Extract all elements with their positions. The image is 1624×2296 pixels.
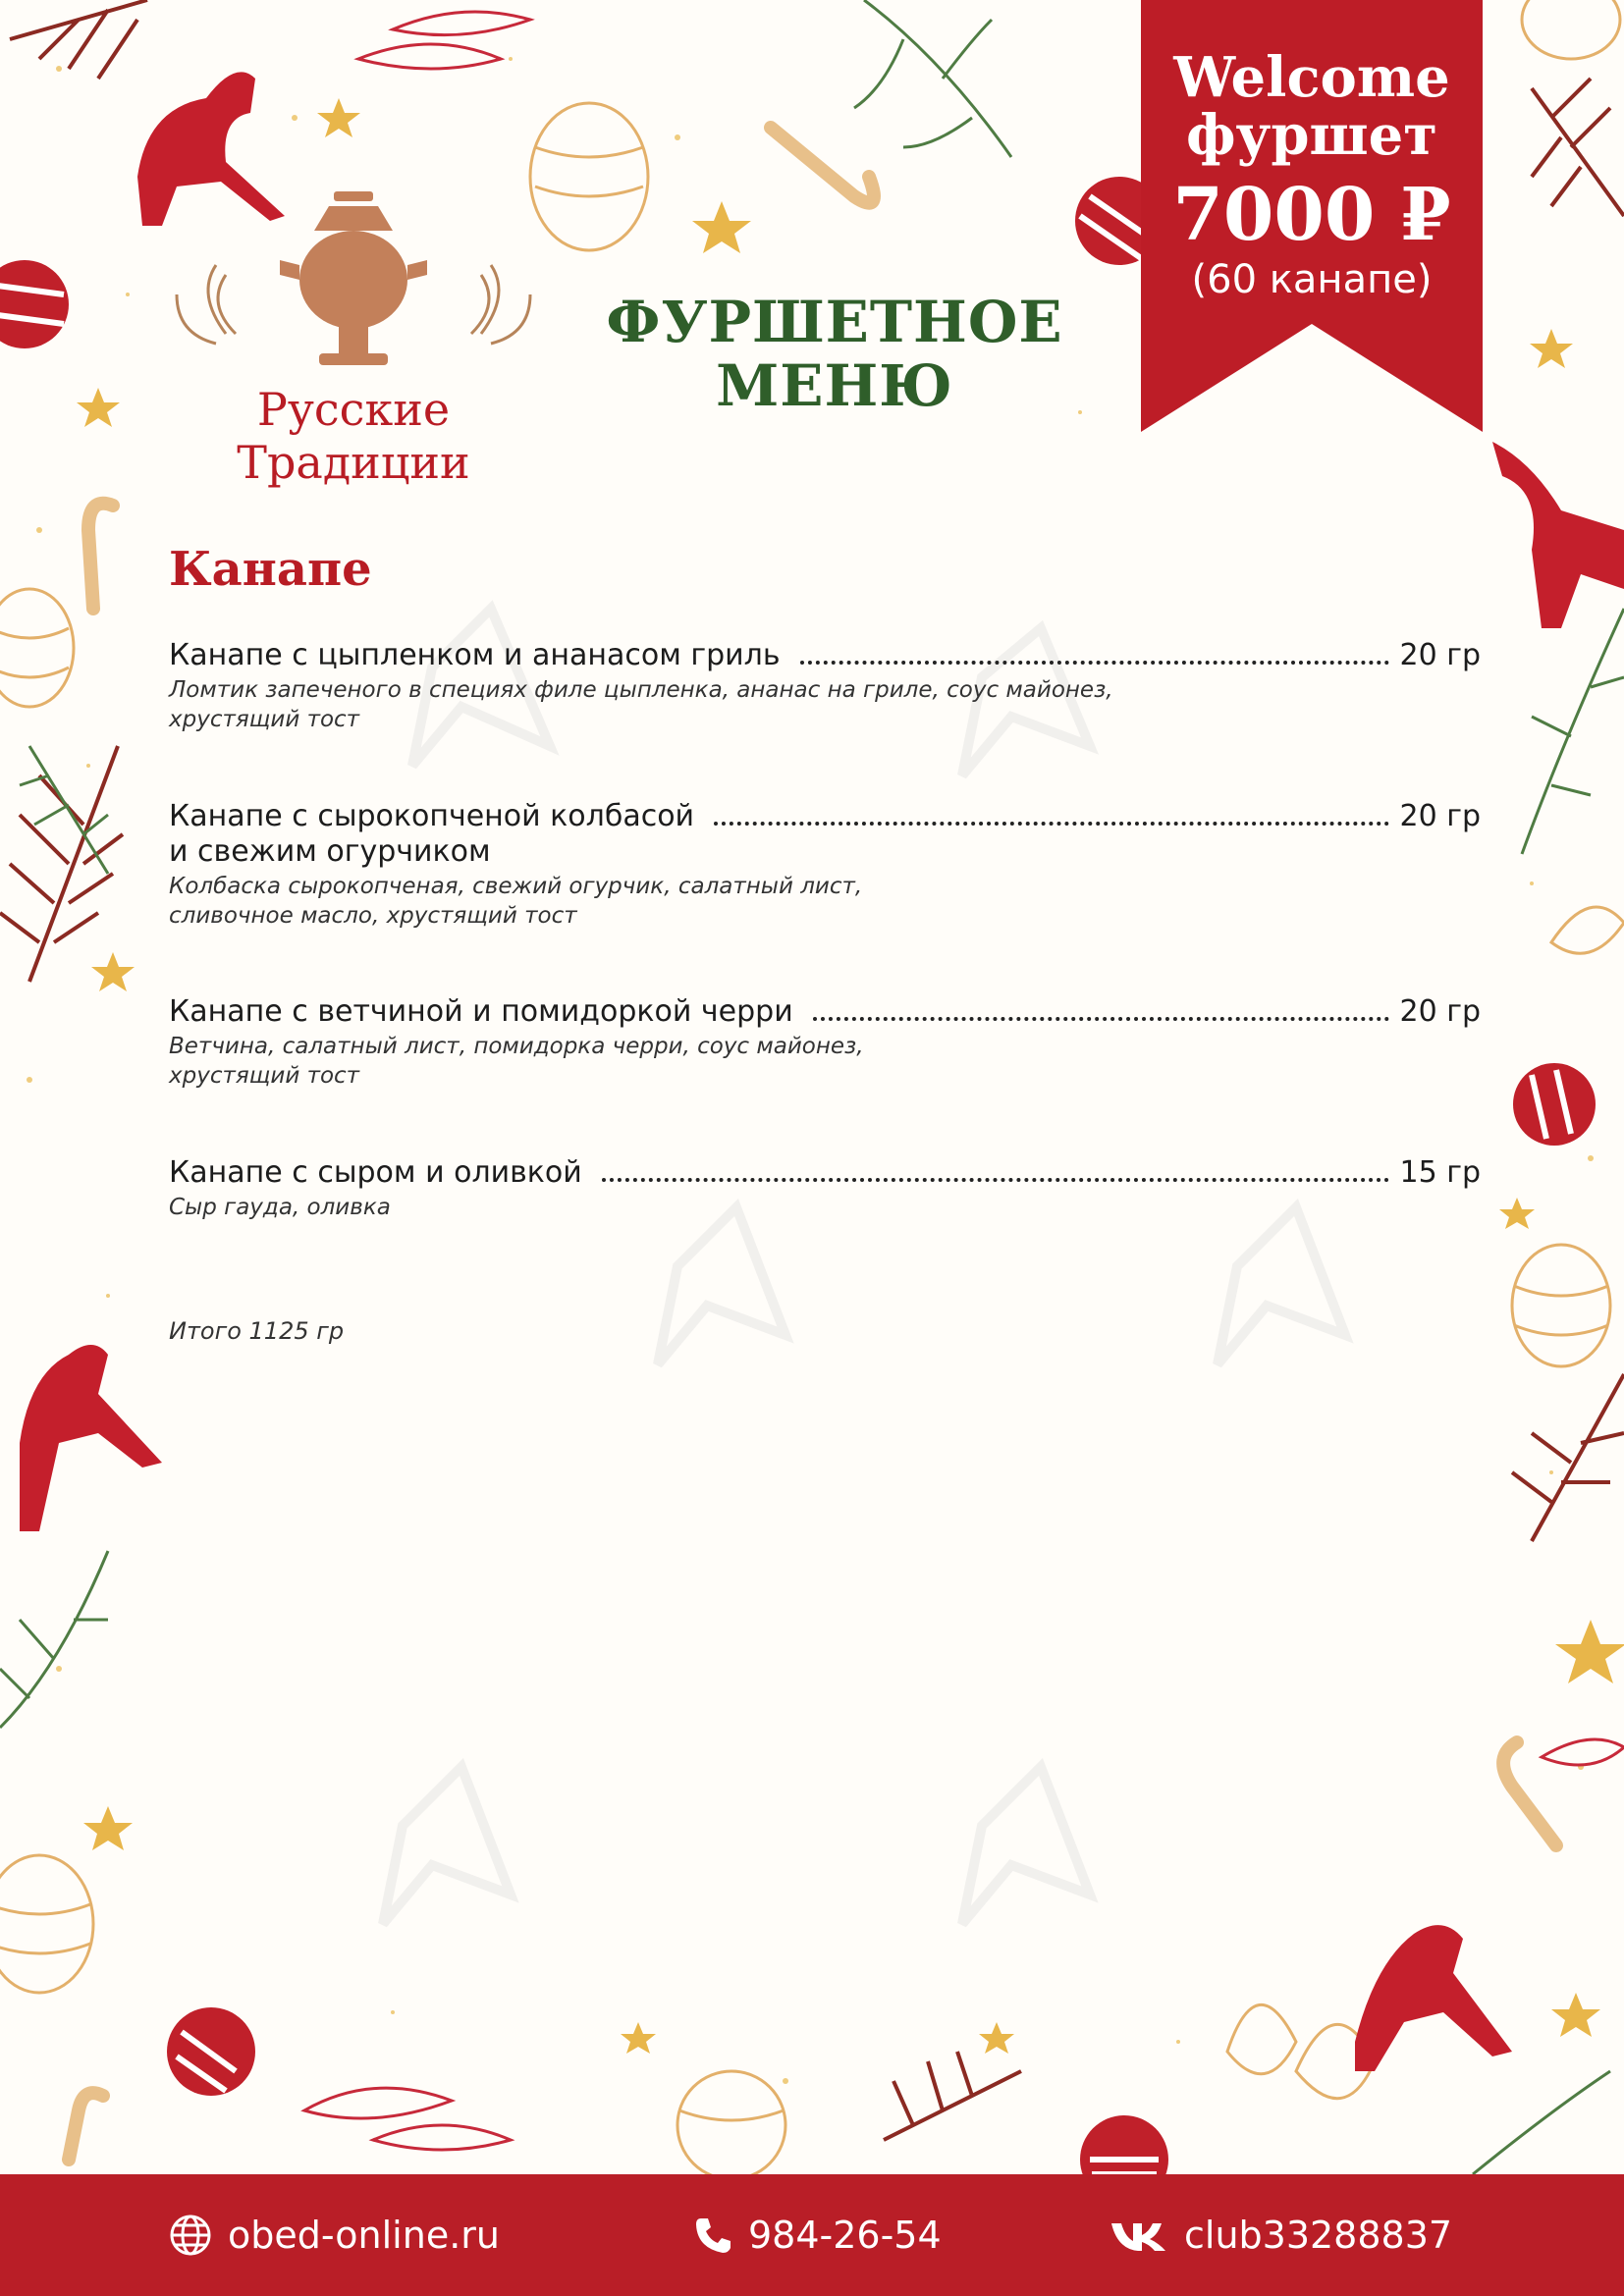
menu-item-name: Канапе с цыпленком и ананасом гриль bbox=[169, 638, 781, 672]
page-title bbox=[589, 291, 1080, 418]
dot-leader bbox=[800, 661, 1390, 665]
footer-website-link[interactable] bbox=[169, 2214, 500, 2257]
menu-item-description: хрустящий тост bbox=[169, 1063, 360, 1089]
menu-item-weight: 20 гр bbox=[1399, 799, 1481, 833]
menu-item-name: Канапе с ветчиной и помидоркой черри bbox=[169, 994, 793, 1029]
menu-item-description: Сыр гауда, оливка bbox=[169, 1195, 391, 1220]
menu-item bbox=[169, 994, 1481, 1091]
footer-phone-link[interactable] bbox=[693, 2214, 942, 2257]
menu-item bbox=[169, 1155, 1481, 1222]
footer-vk: club33288837 bbox=[1184, 2214, 1453, 2257]
menu-item-weight: 20 гр bbox=[1399, 638, 1481, 672]
dot-leader bbox=[813, 1017, 1390, 1021]
title-line-2: МЕНЮ bbox=[716, 351, 953, 419]
banner-price: 7000 ₽ bbox=[1172, 172, 1451, 257]
menu-item-name: Канапе с сыром и оливкой bbox=[169, 1155, 582, 1190]
price-banner-text bbox=[1141, 45, 1483, 302]
banner-line-2: фуршет bbox=[1185, 102, 1438, 168]
title-line-1: ФУРШЕТНОЕ bbox=[606, 289, 1063, 355]
menu-item-weight: 20 гр bbox=[1399, 994, 1481, 1029]
menu-item-description: хрустящий тост bbox=[169, 707, 360, 732]
section-title: Канапе bbox=[169, 542, 372, 597]
banner-line-1: Welcome bbox=[1173, 45, 1450, 110]
globe-icon bbox=[169, 2214, 212, 2257]
menu-item-name-line-2: и свежим огурчиком bbox=[169, 834, 491, 869]
footer-phone: 984-26-54 bbox=[748, 2214, 942, 2257]
menu-item-weight: 15 гр bbox=[1399, 1155, 1481, 1190]
phone-icon bbox=[693, 2216, 732, 2255]
dot-leader bbox=[714, 822, 1389, 826]
banner-count: (60 канапе) bbox=[1191, 256, 1433, 302]
menu-item-description: Ломтик запеченого в специях филе цыпленка, ананас на гриле, соус майонез, bbox=[169, 677, 1113, 703]
menu-item-description: сливочное масло, хрустящий тост bbox=[169, 903, 577, 929]
samovar-icon bbox=[157, 187, 550, 373]
footer-website: obed-online.ru bbox=[228, 2214, 500, 2257]
menu-item-name: Канапе с сырокопченой колбасой bbox=[169, 799, 695, 833]
dot-leader bbox=[602, 1178, 1390, 1182]
footer-vk-link[interactable] bbox=[1110, 2214, 1452, 2257]
menu-item bbox=[169, 799, 1481, 931]
restaurant-logo bbox=[157, 187, 550, 489]
menu-item bbox=[169, 638, 1481, 734]
menu-item-description: Колбаска сырокопченая, свежий огурчик, салатный лист, bbox=[169, 874, 863, 899]
vk-icon bbox=[1110, 2216, 1168, 2255]
footer-bar bbox=[0, 2174, 1624, 2296]
total-weight: Итого 1125 гр bbox=[169, 1317, 345, 1345]
logo-brand-text: Русские Традиции bbox=[237, 383, 470, 489]
menu-item-description: Ветчина, салатный лист, помидорка черри, соус майонез, bbox=[169, 1034, 864, 1059]
